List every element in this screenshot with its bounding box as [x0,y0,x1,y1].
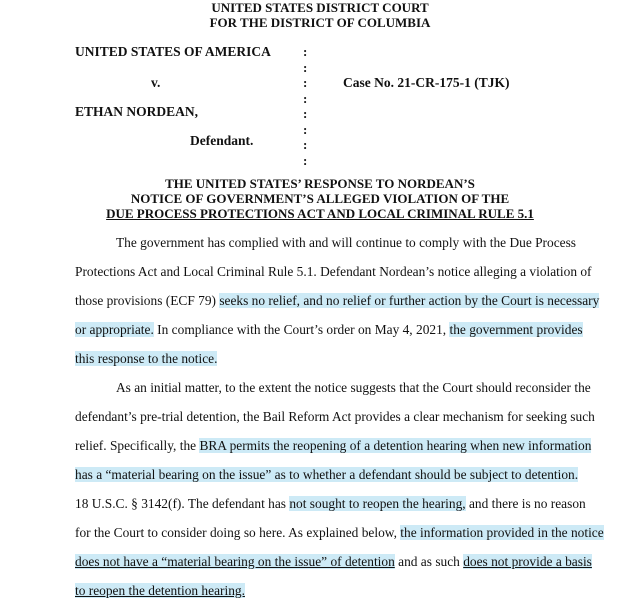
paragraph-2-line-8 [75,583,245,599]
paragraph-2-line-2: defendant’s pre-trial detention, the Bail Reform Act provides a clear mechanism for seeking such [75,409,595,424]
paragraph-1-line-4 [75,322,583,338]
text-run: relief. Specifically, the [75,438,200,453]
caption-colon: : [303,90,308,106]
document-title-line-2: NOTICE OF GOVERNMENT’S ALLEGED VIOLATION OF THE [130,191,510,206]
paragraph-2-line-3 [75,438,591,454]
highlighted-text: this response to the notice. [75,351,218,366]
highlighted-text: or appropriate. [75,322,154,337]
text-run: 18 U.S.C. § 3142(f). The defendant has [75,496,290,511]
paragraph-1-line-5 [75,351,217,367]
paragraph-1-line-3 [75,293,599,309]
highlighted-text: not sought to reopen the hearing, [289,496,466,511]
court-name-line-1: UNITED STATES DISTRICT COURT [211,0,429,15]
paragraph-2-line-1: As an initial matter, to the extent the notice suggests that the Court should reconsider the [116,380,591,395]
document-title-line-1: THE UNITED STATES’ RESPONSE TO NORDEAN’S [165,176,475,191]
paragraph-2-line-6 [75,525,604,541]
caption-colon: : [303,59,308,75]
paragraph-1-line-2: Protections Act and Local Criminal Rule 5.1. Defendant Nordean’s notice alleging a violation of [75,264,592,279]
highlighted-underlined-text: does not provide a basis [463,554,592,569]
highlighted-text: the government provides [449,322,583,337]
highlighted-text: BRA permits the reopening of a detention hearing when new information [199,438,592,453]
text-run: for the Court to consider doing so here. As explained below, [75,525,401,540]
caption-colon-column [303,44,313,168]
text-run: In compliance with the Court’s order on May 4, 2021, [153,322,450,337]
court-name-line-2: FOR THE DISTRICT OF COLUMBIA [209,15,431,30]
text-run: and as such [394,554,464,569]
caption-colon: : [303,106,308,121]
paragraph-2-line-7 [75,554,592,570]
document-title-line-3-text: DUE PROCESS PROTECTIONS ACT AND LOCAL CRIMINAL RULE 5.1 [106,206,534,221]
document-title-line-3 [0,206,640,222]
highlighted-underlined-text: to reopen the detention hearing. [75,583,245,598]
text-run: and there is no reason [465,496,586,511]
caption-versus: v. [151,75,161,90]
highlighted-text: seeks no relief, and no relief or further action by the Court is necessary [219,293,600,308]
caption-colon: : [303,152,308,168]
highlighted-text: the information provided in the notice [400,525,604,540]
paragraph-1-line-1: The government has complied with and will continue to comply with the Due Process [116,235,577,250]
highlighted-text: has a “material bearing on the issue” as to whether a defendant should be subject to detention. [75,467,579,482]
caption-colon: : [303,44,308,59]
caption-colon: : [303,121,308,137]
text-run: those provisions (ECF 79) [75,293,220,308]
paragraph-2-line-4 [75,467,578,483]
caption-role: Defendant. [190,133,254,148]
caption-plaintiff: UNITED STATES OF AMERICA [75,44,271,59]
caption-colon: : [303,137,308,152]
caption-colon: : [303,75,308,90]
paragraph-2-line-5 [75,496,586,512]
case-number: Case No. 21-CR-175-1 (TJK) [343,75,510,90]
caption-defendant: ETHAN NORDEAN, [75,104,199,119]
highlighted-underlined-text: does not have a “material bearing on the issue” of detention [75,554,395,569]
